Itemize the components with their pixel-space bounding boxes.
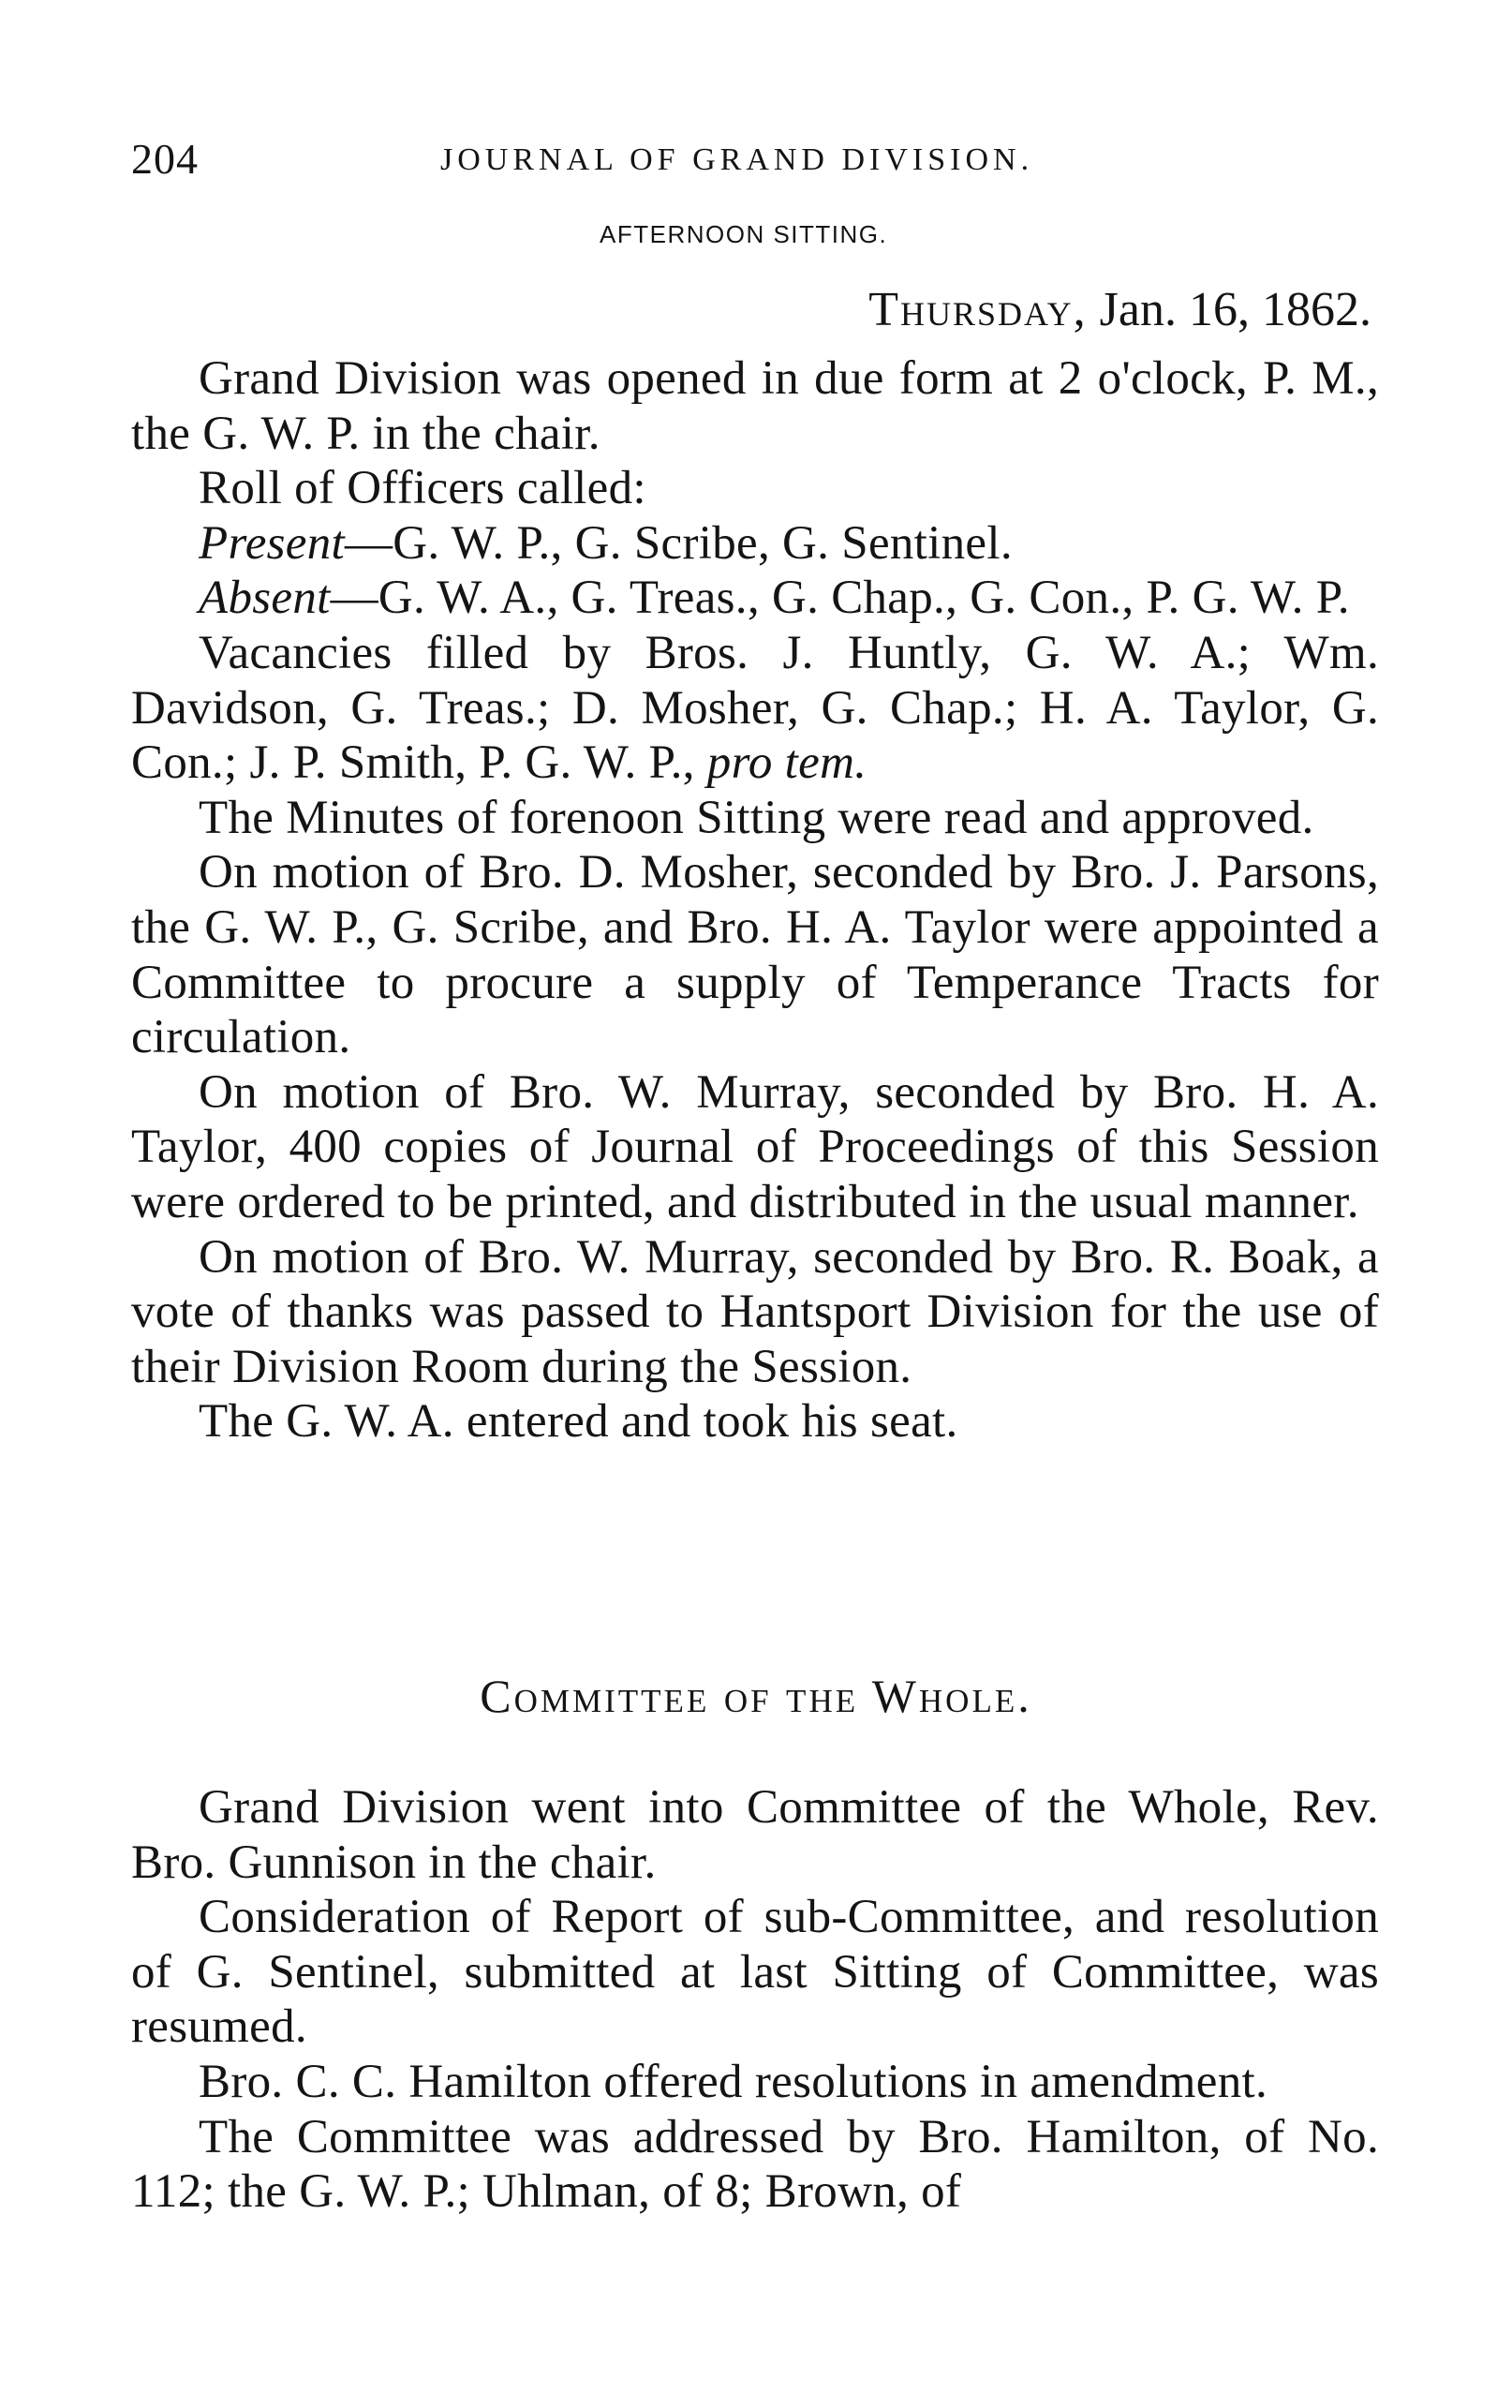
date-day: Thursday, — [868, 283, 1088, 336]
paragraph-present — [131, 516, 1379, 572]
present-list: —G. W. P., G. Scribe, G. Sentinel. — [345, 516, 1013, 570]
absent-label: Absent — [199, 572, 331, 625]
pro-tem-note: pro tem. — [706, 736, 867, 790]
committee-minutes — [131, 1780, 1379, 2220]
absent-list: —G. W. A., G. Treas., G. Chap., G. Con., P. G. W. P. — [330, 572, 1350, 625]
committee-paragraph-consideration: Consideration of Report of sub-Committee, and resolution of G. Sentinel, submitted at last Sitting of Committee, was resumed. — [131, 1891, 1379, 2054]
present-label: Present — [199, 516, 345, 570]
sitting-title: AFTERNOON SITTING. — [600, 220, 888, 248]
afternoon-minutes — [131, 351, 1379, 1449]
committee-paragraph-addressed: The Committee was addressed by Bro. Hamilton, of No. 112; the G. W. P.; Uhlman, of 8; Brown, of — [131, 2110, 1379, 2219]
committee-paragraph-amendment: Bro. C. C. Hamilton offered resolutions in amendment. — [199, 2055, 1268, 2108]
paragraph-vacancies — [131, 626, 1379, 791]
paragraph-minutes-approved: The Minutes of forenoon Sitting were read and approved. — [199, 791, 1314, 844]
paragraph-gwa-seated: The G. W. A. entered and took his seat. — [199, 1395, 958, 1449]
date-line — [868, 281, 1371, 339]
running-head: JOURNAL OF GRAND DIVISION. — [440, 142, 1034, 177]
paragraph-absent — [131, 571, 1379, 626]
date-value: Jan. 16, 1862. — [1099, 283, 1371, 336]
paragraph-tracts-motion: On motion of Bro. D. Mosher, seconded by Bro. J. Parsons, the G. W. P., G. Scribe, and Bro. H. A. Taylor were appointed a Committee to procure a supply of Temperance Tracts for circulation. — [131, 846, 1379, 1064]
section-heading-committee: Committee of the Whole. — [480, 1670, 1032, 1722]
page-number: 204 — [131, 135, 199, 183]
committee-paragraph-opening: Grand Division went into Committee of the Whole, Rev. Bro. Gunnison in the chair. — [131, 1781, 1379, 1889]
paragraph-printing-motion: On motion of Bro. W. Murray, seconded by Bro. H. A. Taylor, 400 copies of Journal of Proceedings of this Session were ordered to be printed, and distributed in the usual manner. — [131, 1065, 1379, 1228]
page-header — [131, 131, 1377, 187]
vacancies-text: Vacancies filled by Bros. J. Huntly, G. W. A.; Wm. Davidson, G. Treas.; D. Mosher, G. Chap.; H. A. Taylor, G. Con.; J. P. Smith, P. G. W. P., — [131, 626, 1379, 790]
paragraph-thanks-motion: On motion of Bro. W. Murray, seconded by Bro. R. Boak, a vote of thanks was passed to Hantsport Division for the use of their Division Room during the Session. — [131, 1230, 1379, 1393]
paragraph-roll-call: Roll of Officers called: — [199, 462, 646, 515]
paragraph-opening: Grand Division was opened in due form at 2 o'clock, P. M., the G. W. P. in the chair. — [131, 352, 1379, 460]
